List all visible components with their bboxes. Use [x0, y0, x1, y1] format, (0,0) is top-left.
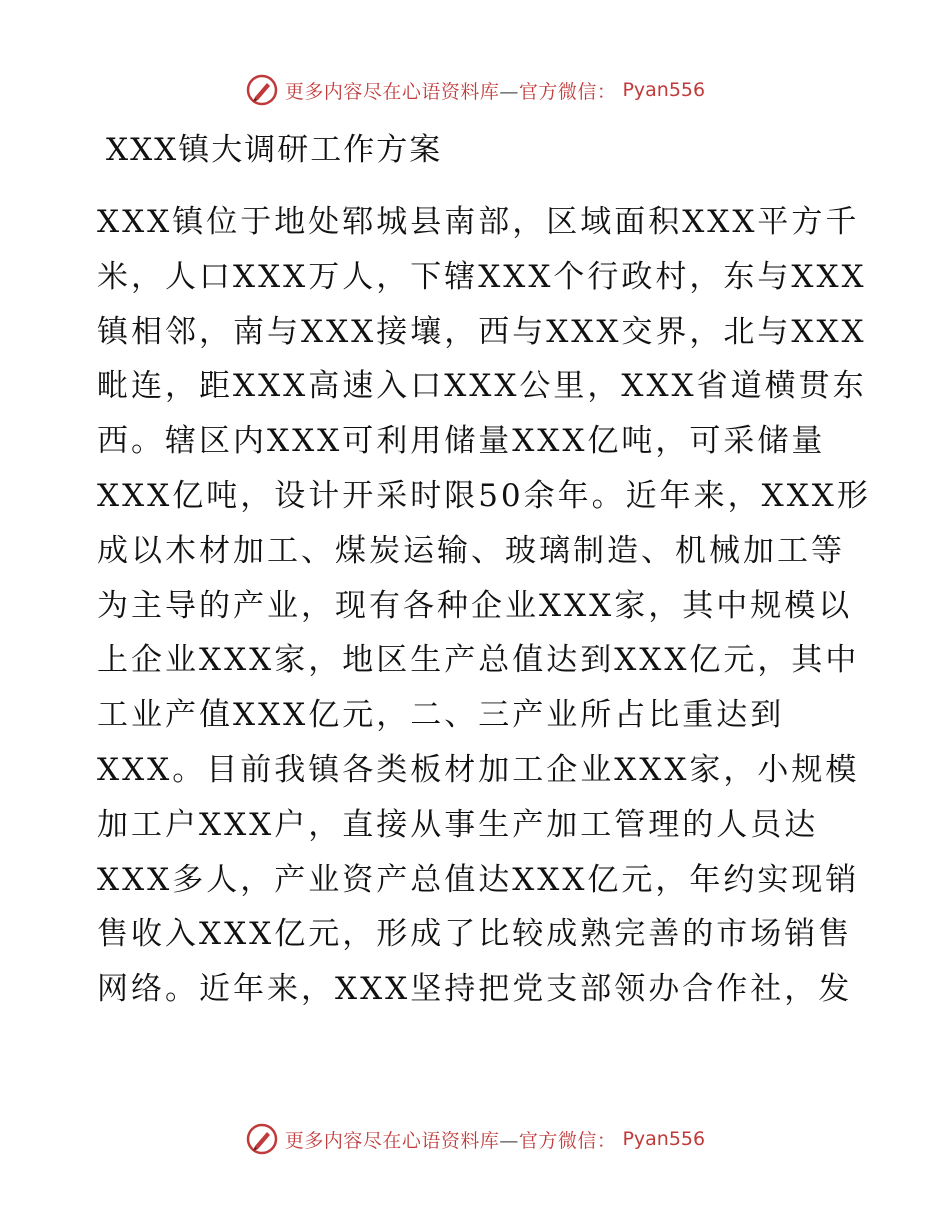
body-line: XXX多人，产业资产总值达XXX亿元，年约实现销	[97, 861, 860, 898]
body-line: 网络。近年来，XXX坚持把党支部领办合作社，发	[97, 971, 853, 1008]
body-line: 毗连，距XXX高速入口XXX公里，XXX省道横贯东	[97, 368, 867, 405]
body-line: XXX。目前我镇各类板材加工企业XXX家，小规模	[97, 751, 860, 788]
watermark-wechat-id: Pyan556	[622, 1128, 706, 1150]
footer-watermark	[0, 1119, 950, 1159]
watermark-wechat-id: Pyan556	[622, 79, 706, 101]
body-line: 售收入XXX亿元，形成了比较成熟完善的市场销售	[97, 916, 853, 953]
body-line: 上企业XXX家，地区生产总值达到XXX亿元，其中	[97, 642, 860, 679]
body-line: 西。辖区内XXX可利用储量XXX亿吨，可采储量	[97, 423, 826, 460]
body-line: 加工户XXX户，直接从事生产加工管理的人员达	[97, 806, 819, 843]
document-body	[97, 195, 871, 1017]
pen-logo-icon	[245, 73, 279, 107]
watermark-text: 更多内容尽在心语资料库—官方微信：	[284, 1129, 617, 1152]
body-line: 米，人口XXX万人，下辖XXX个行政村，东与XXX	[97, 258, 867, 295]
body-line: 镇相邻，南与XXX接壤，西与XXX交界，北与XXX	[97, 313, 867, 350]
pen-logo-icon	[245, 1122, 279, 1156]
document-title: XXX镇大调研工作方案	[106, 132, 443, 168]
header-watermark	[0, 70, 950, 110]
body-line: XXX镇位于地处郓城县南部，区域面积XXX平方千	[97, 204, 860, 240]
body-line: 成以木材加工、煤炭运输、玻璃制造、机械加工等	[97, 532, 845, 569]
body-line: XXX亿吨，设计开采时限50余年。近年来，XXX形	[97, 477, 871, 514]
body-line: 为主导的产业，现有各种企业XXX家，其中规模以	[97, 587, 853, 624]
watermark-text: 更多内容尽在心语资料库—官方微信：	[284, 80, 617, 103]
body-line: 工业产值XXX亿元，二、三产业所占比重达到	[97, 697, 785, 734]
